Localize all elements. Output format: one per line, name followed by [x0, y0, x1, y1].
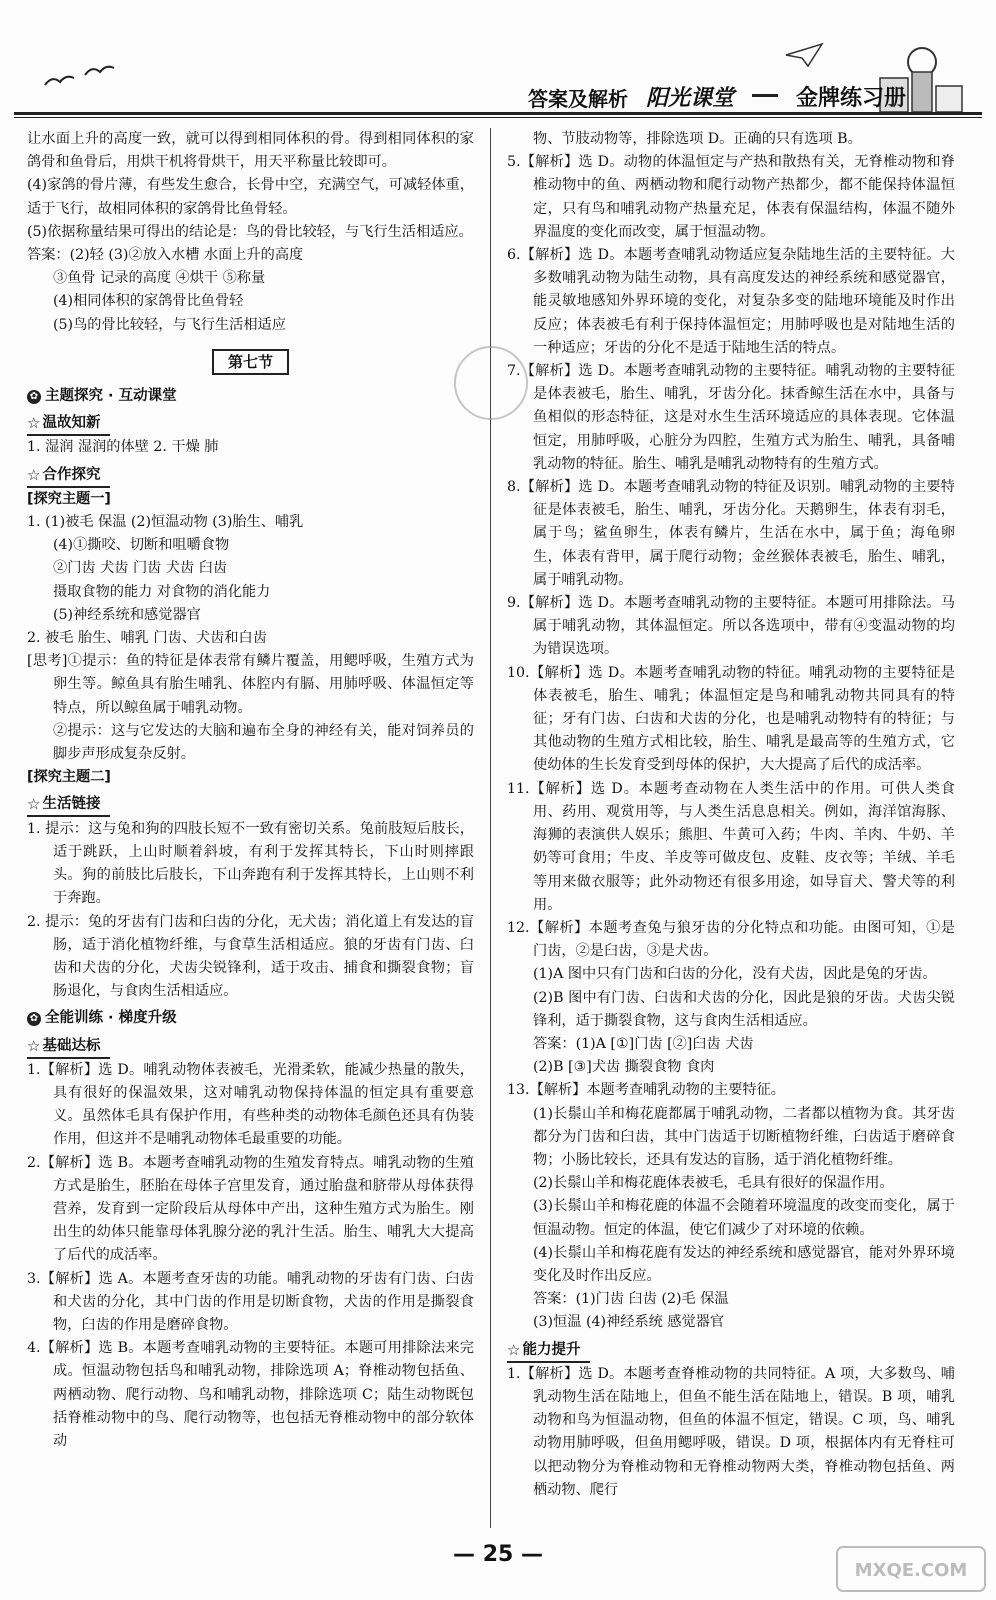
life-link-answer: 2. 提示：兔的牙齿有门齿和臼齿的分化，无犬齿；消化道上有发达的盲肠，适于消化植物纤维，与食草生活相适应。狼的牙齿有门齿、臼齿和犬齿的分化，犬齿尖锐锋利，适于攻击、捕食和撕裂食物；盲肠退化，与食肉生活相适应。 [27, 913, 474, 1000]
header-title-answers: 答案及解析 [527, 87, 628, 111]
banner-label: 全能训练 · 梯度升级 [45, 1010, 177, 1027]
topic-one-line: ②门齿 犬齿 门齿 犬齿 臼齿 [53, 560, 228, 577]
question-sub-answer: (1)A 图中只有门齿和臼齿的分化，没有犬齿，因此是兔的牙齿。 [533, 966, 937, 983]
topic-one-line: (5)神经系统和感觉器官 [53, 606, 201, 623]
star-icon: ☆ [27, 414, 41, 433]
header-titles [528, 78, 906, 112]
topic-one-label: [探究主题一] [27, 490, 111, 507]
review-answer: 1. 湿润 湿润的体壁 2. 干燥 肺 [27, 439, 219, 456]
paper-plane-icon [784, 40, 824, 70]
flower-icon: ✿ [27, 390, 41, 404]
star-icon: ☆ [27, 465, 41, 484]
question-analysis: 7.【解析】选 D。本题考查哺乳动物的主要特征。哺乳动物的主要特征是体表被毛，胎生、哺乳，牙齿分化。抹香鲸生活在水中，具备与鱼相似的形态特征，这是对水生生活环境适应的具体表现。它体温恒定，用肺呼吸，心脏分为四腔，生殖方式为胎生、哺乳，具备哺乳动物的特征。胎生、哺乳是哺乳动物特有的生殖方式。 [507, 363, 955, 472]
section-title: 第七节 [212, 349, 289, 375]
header-rule [14, 112, 982, 115]
banner-topic-explore [27, 385, 474, 408]
subhead-ability [507, 1339, 590, 1363]
question-sub-answer: (3)长鬃山羊和梅花鹿的体温不会随着环境温度的改变而变化，属于恒温动物。恒定的体温，使它们减少了对环境的依赖。 [533, 1198, 955, 1238]
answer-line: ③鱼骨 记录的高度 ④烘干 ⑤称量 [53, 270, 266, 287]
answer-line: 答案：(1)A [①]门齿 [②]臼齿 犬齿 [533, 1035, 754, 1052]
intro-paragraph: 让水面上升的高度一致，就可以得到相同体积的骨。得到相同体积的家鸽骨和鱼骨后，用烘干机将骨烘干，用天平称量比较即可。 [27, 131, 474, 171]
right-column [507, 128, 955, 1502]
header-separator [752, 94, 778, 97]
subhead-label: 温故知新 [42, 415, 101, 432]
subhead-label: 生活链接 [42, 796, 101, 813]
answer-line: (2)B [③]犬齿 撕裂食物 食肉 [533, 1059, 715, 1076]
topic-one-line: 2. 被毛 胎生、哺乳 门齿、犬齿和白齿 [27, 630, 267, 647]
svg-text:MXQE.COM: MXQE.COM [854, 1560, 968, 1581]
question-sub-answer: (4)长鬃山羊和梅花鹿有发达的神经系统和感觉器官，能对外界环境变化及时作出反应。 [533, 1244, 955, 1284]
header-title-book: 金牌练习册 [795, 86, 906, 111]
question-analysis: 12.【解析】本题考查兔与狼牙齿的分化特点和功能。由图可知，①是门齿，②是臼齿，③是犬齿。 [507, 919, 955, 960]
question-analysis: 1.【解析】选 D。本题考查脊椎动物的共同特征。A 项，大多数鸟、哺乳动物生活在陆地上，但鱼不能生活在陆地上，错误。B 项，哺乳动物和鸟为恒温动物，但鱼的体温不恒定，错误。C 项，鸟、哺乳动物用肺呼吸，但鱼用鳃呼吸，错误。D 项，根据体内有无脊柱可以把动物分为脊椎动物和无脊椎动物两大类，脊椎动物包括鱼、两栖动物、爬行 [507, 1365, 955, 1498]
answer-line: (4)相同体积的家鸽骨比鱼骨轻 [53, 293, 244, 310]
answer-line: (3)恒温 (4)神经系统 感觉器官 [533, 1314, 725, 1331]
intro-paragraph: (5)依据称量结果可得出的结论是：鸟的骨比较轻，与飞行生活相适应。 [27, 223, 473, 240]
star-icon: ☆ [27, 1036, 41, 1055]
banner-training [27, 1007, 474, 1030]
subhead-basic [27, 1035, 110, 1059]
answer-line: (5)鸟的骨比较轻，与飞行生活相适应 [53, 316, 286, 333]
banner-label: 主题探究 · 互动课堂 [45, 388, 177, 405]
question-analysis: 3.【解析】选 A。本题考查牙齿的功能。哺乳动物的牙齿有门齿、臼齿和犬齿的分化，其中门齿的作用是切断食物，犬齿的作用是撕裂食物，臼齿的作用是磨碎食物。 [27, 1270, 474, 1333]
question-analysis: 8.【解析】选 D。本题考查哺乳动物的特征及识别。哺乳动物的主要特征是体表被毛，胎生、哺乳，牙齿分化。天鹅卵生，体表有羽毛，属于鸟；鲨鱼卵生，体表有鳞片，生活在水中，属于鱼；海龟卵生，体表有背甲，属于爬行动物；金丝猴体表被毛，胎生、哺乳，属于哺乳动物。 [507, 479, 955, 588]
answer-line: 答案：(2)轻 (3)②放入水槽 水面上升的高度 [27, 247, 304, 264]
subhead-cooperate [27, 464, 110, 488]
topic-one-line: 1. (1)被毛 保温 (2)恒温动物 (3)胎生、哺乳 [27, 514, 304, 531]
subhead-label: 合作探究 [42, 466, 101, 483]
topic-one-line: 摄取食物的能力 对食物的消化能力 [53, 583, 271, 600]
question-analysis-cont: 物、节肢动物等，排除选项 D。正确的只有选项 B。 [533, 131, 862, 147]
flower-icon: ✿ [27, 1012, 41, 1026]
column-divider [490, 128, 491, 1528]
birds-icon [40, 60, 130, 100]
intro-paragraph: (4)家鸽的骨片薄，有些发生愈合，长骨中空，充满空气，可减轻体重，适于飞行，故相同体积的家鸽骨比鱼骨轻。 [27, 177, 474, 217]
site-logo-watermark [836, 1546, 986, 1592]
question-analysis: 2.【解析】选 B。本题考查哺乳动物的生殖发育特点。哺乳动物的生殖方式是胎生，胚胎在母体子宫里发育，通过胎盘和脐带从母体获得营养，发育到一定阶段后从母体中产出，这种生殖方式为胎生。刚出生的幼体只能靠母体乳腺分泌的乳汁生活。胎生、哺乳大大提高了后代的成活率。 [27, 1154, 474, 1264]
question-analysis: 11.【解析】选 D。本题考查动物在人类生活中的作用。可供人类食用、药用、观赏用等，与人类生活息息相关。例如，海洋馆海豚、海狮的表演供人娱乐；熊胆、牛黄可入药；牛肉、羊肉、牛奶、羊奶等可食用；牛皮、羊皮等可做皮包、皮鞋、皮衣等；羊绒、羊毛等用来做衣服等；此外动物还有很多用途，如导盲犬、警犬等的利用。 [507, 780, 955, 913]
think-hint-1: [思考]①提示：鱼的特征是体表常有鳞片覆盖，用鳃呼吸，生殖方式为卵生等。鲸鱼具有胎生哺乳、体腔内有膈、用肺呼吸、体温恒定等特点，所以鲸鱼属于哺乳动物。 [27, 653, 474, 716]
left-column [27, 128, 474, 1453]
page-header [0, 0, 996, 130]
answer-line: 答案：(1)门齿 臼齿 (2)毛 保温 [533, 1291, 729, 1308]
question-analysis: 6.【解析】选 D。本题考查哺乳动物适应复杂陆地生活的主要特征。大多数哺乳动物为陆生动物，具有高度发达的神经系统和感觉器官，能灵敏地感知外界环境的变化，对复杂多变的陆地环境能及时作出反应；体表被毛有利于保持体温恒定；用肺呼吸也是对陆地生活的一种适应；牙齿的分化不是适于陆地生活的特点。 [507, 247, 955, 356]
page-number: — 25 — [453, 1542, 543, 1567]
question-analysis: 4.【解析】选 B。本题考查哺乳动物的主要特征。本题可用排除法来完成。恒温动物包括鸟和哺乳动物，排除选项 A；脊椎动物包括鱼、两栖动物、爬行动物、鸟和哺乳动物，排除选项 C；陆生动物既包括脊椎动物中的鸟、爬行动物等，也包括无脊椎动物中的部分软体动 [27, 1340, 474, 1449]
think-hint-2: ②提示：这与它发达的大脑和遍布全身的神经有关，能对饲养员的脚步声形成复杂反射。 [53, 722, 474, 763]
header-rule-thin [14, 117, 982, 118]
life-link-answer: 1. 提示：这与兔和狗的四肢长短不一致有密切关系。兔前肢短后肢长，适于跳跃，上山时顺着斜坡，有利于发挥其特长，下山时则摔跟头。狗的前肢比后肢长，下山奔跑有利于发挥其特长，上山则不利于奔跑。 [27, 820, 474, 907]
question-sub-answer: (1)长鬃山羊和梅花鹿都属于哺乳动物，二者都以植物为食。其牙齿都分为门齿和臼齿，其中门齿适于切断植物纤维，臼齿适于磨碎食物；小肠比较长，还具有发达的盲肠，适于消化植物纤维。 [533, 1105, 955, 1168]
question-analysis: 13.【解析】本题考查哺乳动物的主要特征。 [507, 1082, 785, 1099]
subhead-label: 能力提升 [522, 1341, 581, 1358]
subhead-review [27, 412, 110, 436]
topic-one-line: (4)①撕咬、切断和咀嚼食物 [53, 537, 230, 554]
question-analysis: 1.【解析】选 D。哺乳动物体表被毛，光滑柔软，能减少热量的散失，具有很好的保温效果，这对哺乳动物保持体温的恒定具有重要意义。虽然体毛具有保护作用，有些种类的动物体毛颜色还具有伪装作用，但这并不是哺乳动物体毛最重要的功能。 [27, 1061, 474, 1148]
subhead-life-link [27, 793, 110, 817]
stamp-watermark [454, 346, 528, 420]
star-icon: ☆ [27, 795, 41, 814]
header-title-series: 阳光课堂 [645, 86, 734, 111]
topic-two-label: [探究主题二] [27, 769, 111, 786]
question-analysis: 9.【解析】选 D。本题考查哺乳动物的主要特征。本题可用排除法。马属于哺乳动物，其体温恒定。所以各选项中，带有④变温动物的均为错误选项。 [507, 595, 955, 658]
subhead-label: 基础达标 [42, 1037, 101, 1054]
question-sub-answer: (2)长鬃山羊和梅花鹿体表被毛，毛具有很好的保温作用。 [533, 1175, 894, 1192]
section-title-wrap [27, 349, 474, 375]
question-analysis: 10.【解析】选 D。本题考查哺乳动物的特征。哺乳动物的主要特征是体表被毛，胎生、哺乳；体温恒定是鸟和哺乳动物共同具有的特征；牙有门齿、臼齿和犬齿的分化，也是哺乳动物特有的特征；与其他动物的生殖方式相比较，胎生、哺乳是最高等的生殖方式，它使幼体的生长发育受到母体的保护，大大提高了后代的成活率。 [507, 664, 955, 774]
question-sub-answer: (2)B 图中有门齿、臼齿和犬齿的分化，因此是狼的牙齿。犬齿尖锐锋利，适于撕裂食物，这与食肉生活相适应。 [533, 989, 955, 1029]
question-analysis: 5.【解析】选 D。动物的体温恒定与产热和散热有关，无脊椎动物和脊椎动物中的鱼、两栖动物和爬行动物产热都少，都不能保持体温恒定，只有鸟和哺乳动物产热量充足，体表有保温结构，体温不随外界温度的变化而改变，属于恒温动物。 [507, 154, 955, 240]
star-icon: ☆ [507, 1340, 521, 1359]
